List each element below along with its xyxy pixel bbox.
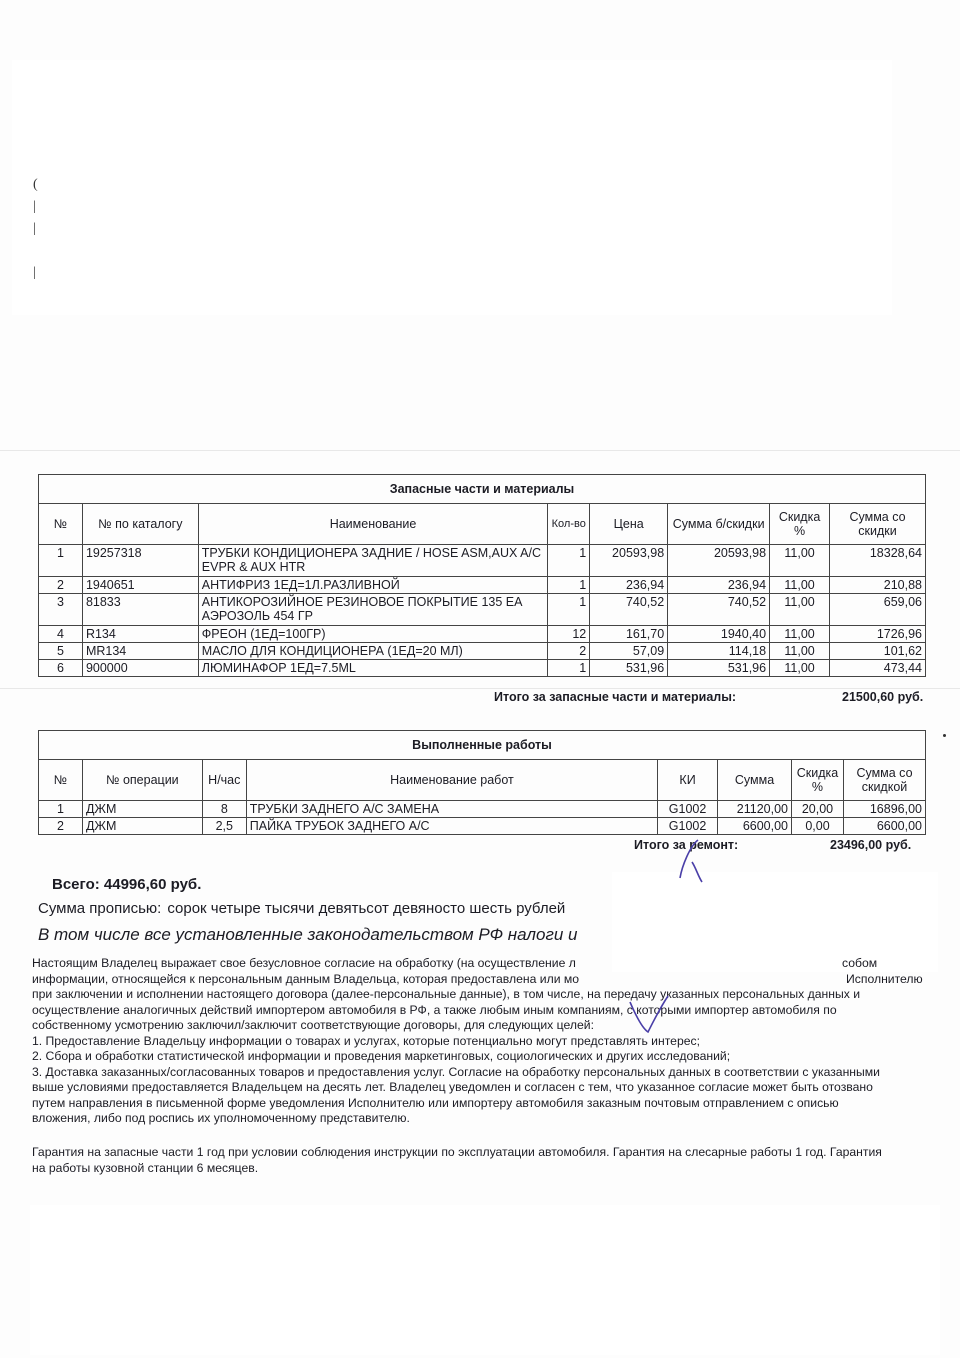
cell-total: 101,62 bbox=[830, 643, 926, 660]
amount-in-words-label: Сумма прописью: bbox=[38, 900, 162, 917]
cell-price: 57,09 bbox=[590, 643, 668, 660]
header-sum: Сумма bbox=[718, 760, 792, 801]
works-table bbox=[38, 730, 926, 835]
header-catalog: № по каталогу bbox=[82, 504, 198, 545]
cell-price: 740,52 bbox=[590, 594, 668, 626]
cell-price: 161,70 bbox=[590, 626, 668, 643]
cell-total: 6600,00 bbox=[843, 818, 925, 835]
cell-work-name: ПАЙКА ТРУБОК ЗАДНЕГО А/С bbox=[246, 818, 657, 835]
cell-discount: 20,00 bbox=[792, 801, 844, 818]
cell-name: ЛЮМИНАФОР 1ЕД=7.5ML bbox=[198, 660, 547, 677]
table-row bbox=[39, 818, 926, 835]
parts-header-row bbox=[39, 504, 926, 545]
cell-qty: 1 bbox=[548, 660, 590, 677]
header-sum: Сумма б/скидки bbox=[668, 504, 770, 545]
cell-work-name: ТРУБКИ ЗАДНЕГО А/С ЗАМЕНА bbox=[246, 801, 657, 818]
cell-num: 6 bbox=[39, 660, 83, 677]
pen-signature-mark bbox=[668, 836, 728, 896]
cell-price: 20593,98 bbox=[590, 545, 668, 577]
cell-sum: 114,18 bbox=[668, 643, 770, 660]
cell-ki: G1002 bbox=[658, 818, 718, 835]
consent-item: путем направления в письменной форме уведомления Исполнителю или импортеру автомобиля заказным почтовым отправлением с описью bbox=[32, 1095, 839, 1110]
header-price: Цена bbox=[590, 504, 668, 545]
fold-line bbox=[0, 450, 960, 451]
margin-marks: ( | | | bbox=[33, 177, 38, 280]
cell-num: 2 bbox=[39, 818, 83, 835]
cell-sum: 20593,98 bbox=[668, 545, 770, 577]
cell-catalog: 81833 bbox=[82, 594, 198, 626]
cell-total: 210,88 bbox=[830, 577, 926, 594]
table-row bbox=[39, 643, 926, 660]
consent-line: Настоящим Владелец выражает свое безусловное согласие на обработку (на осуществление л bbox=[32, 956, 576, 970]
consent-item: выше условиями предоставляется Владельцем на десять лет. Владелец уведомлен и согласен с тем, что указанное согласие может быть отозвано bbox=[32, 1080, 873, 1094]
cell-discount: 11,00 bbox=[770, 594, 830, 626]
cell-name: АНТИКОРОЗИЙНОЕ РЕЗИНОВОЕ ПОКРЫТИЕ 135 ЕА АЭРОЗОЛЬ 454 ГР bbox=[198, 594, 547, 626]
table-row bbox=[39, 801, 926, 818]
cell-total: 659,06 bbox=[830, 594, 926, 626]
consent-item: вложения, либо под роспись их уполномоченному представителю. bbox=[32, 1111, 410, 1125]
consent-line: осуществление аналогичных действий импортером автомобиля в РФ, а также любым иным компаниям, с которыми импортер автомобиля по bbox=[32, 1002, 837, 1017]
cell-discount: 11,00 bbox=[770, 577, 830, 594]
cell-total: 473,44 bbox=[830, 660, 926, 677]
cell-num: 2 bbox=[39, 577, 83, 594]
cell-catalog: 19257318 bbox=[82, 545, 198, 577]
works-total-label: Итого за ремонт: bbox=[634, 838, 739, 852]
guarantee-line: на работы кузовной станции 6 месяцев. bbox=[32, 1160, 259, 1175]
taxes-note: В том числе все установленные законодательством РФ налоги и bbox=[38, 925, 578, 944]
cell-num: 1 bbox=[39, 545, 83, 577]
cell-discount: 11,00 bbox=[770, 643, 830, 660]
cell-name: ФРЕОН (1ЕД=100ГР) bbox=[198, 626, 547, 643]
cell-qty: 1 bbox=[548, 577, 590, 594]
table-row bbox=[39, 660, 926, 677]
cell-num: 1 bbox=[39, 801, 83, 818]
table-row bbox=[39, 577, 926, 594]
header-name: Наименование bbox=[198, 504, 547, 545]
pen-checkmark bbox=[626, 990, 676, 1040]
consent-item: 3. Доставка заказанных/согласованных товаров и предоставления услуг. Согласие на обработку персональных данных в соответствии с указанными bbox=[32, 1064, 880, 1079]
cell-sum: 1940,40 bbox=[668, 626, 770, 643]
consent-text bbox=[32, 956, 937, 1127]
parts-table-title: Запасные части и материалы bbox=[39, 475, 926, 504]
cell-sum: 236,94 bbox=[668, 577, 770, 594]
header-total: Сумма со скидки bbox=[830, 504, 926, 545]
consent-line: при заключении и исполнении настоящего договора (далее-персональные данные), в том числе, на передачу указанных персональных данных и bbox=[32, 987, 861, 1001]
consent-item: 2. Сбора и обработки статистической информации и проведения маркетинговых, социологических и других исследований; bbox=[32, 1049, 731, 1063]
header-total: Сумма со скидкой bbox=[843, 760, 925, 801]
cell-price: 531,96 bbox=[590, 660, 668, 677]
guarantee-text bbox=[32, 1145, 937, 1176]
cell-total: 18328,64 bbox=[830, 545, 926, 577]
header-discount: Скидка % bbox=[770, 504, 830, 545]
stray-mark bbox=[943, 734, 946, 737]
consent-line: информации, относящейся к персональным данным Владельца, которая предоставлена или мо bbox=[32, 971, 580, 986]
header-operation: № операции bbox=[82, 760, 202, 801]
header-hours: Н/час bbox=[202, 760, 246, 801]
header-num: № bbox=[39, 760, 83, 801]
cell-hours: 8 bbox=[202, 801, 246, 818]
cell-discount: 0,00 bbox=[792, 818, 844, 835]
cell-sum: 21120,00 bbox=[718, 801, 792, 818]
table-row bbox=[39, 545, 926, 577]
fold-line bbox=[0, 688, 960, 689]
cell-name: МАСЛО ДЛЯ КОНДИЦИОНЕРА (1ЕД=20 МЛ) bbox=[198, 643, 547, 660]
grand-total: Всего: 44996,60 руб. bbox=[52, 876, 202, 893]
redacted-header-block bbox=[12, 60, 892, 315]
cell-catalog: R134 bbox=[82, 626, 198, 643]
cell-discount: 11,00 bbox=[770, 626, 830, 643]
cell-qty: 1 bbox=[548, 594, 590, 626]
table-row bbox=[39, 594, 926, 626]
consent-fragment: Исполнителю bbox=[846, 972, 923, 986]
cell-qty: 2 bbox=[548, 643, 590, 660]
works-table-title: Выполненные работы bbox=[39, 731, 926, 760]
cell-qty: 12 bbox=[548, 626, 590, 643]
parts-total-label: Итого за запасные части и материалы: bbox=[494, 690, 737, 704]
cell-discount: 11,00 bbox=[770, 545, 830, 577]
header-ki: КИ bbox=[658, 760, 718, 801]
amount-in-words-text: сорок четыре тысячи девятьсот девяносто шесть рублей bbox=[167, 900, 566, 917]
header-discount: Скидка % bbox=[792, 760, 844, 801]
cell-ki: G1002 bbox=[658, 801, 718, 818]
table-row bbox=[39, 626, 926, 643]
cell-qty: 1 bbox=[548, 545, 590, 577]
cell-hours: 2,5 bbox=[202, 818, 246, 835]
consent-line: собственному усмотрению заключил/заключит соответствующие договоры, для следующих целей: bbox=[32, 1018, 594, 1032]
parts-table bbox=[38, 474, 926, 677]
cell-total: 16896,00 bbox=[843, 801, 925, 818]
redacted-footer-block bbox=[30, 1205, 940, 1355]
works-total-value: 23496,00 руб. bbox=[830, 838, 912, 852]
works-header-row bbox=[39, 760, 926, 801]
header-num: № bbox=[39, 504, 83, 545]
cell-num: 5 bbox=[39, 643, 83, 660]
cell-sum: 740,52 bbox=[668, 594, 770, 626]
header-qty: Кол-во bbox=[548, 504, 590, 545]
cell-operation: ДЖМ bbox=[82, 818, 202, 835]
cell-name: АНТИФРИЗ 1ЕД=1Л.РАЗЛИВНОЙ bbox=[198, 577, 547, 594]
cell-operation: ДЖМ bbox=[82, 801, 202, 818]
cell-total: 1726,96 bbox=[830, 626, 926, 643]
cell-sum: 531,96 bbox=[668, 660, 770, 677]
cell-num: 3 bbox=[39, 594, 83, 626]
cell-catalog: 1940651 bbox=[82, 577, 198, 594]
cell-discount: 11,00 bbox=[770, 660, 830, 677]
cell-name: ТРУБКИ КОНДИЦИОНЕРА ЗАДНИЕ / HOSE ASM,AUX A/C EVPR & AUX HTR bbox=[198, 545, 547, 577]
header-work-name: Наименование работ bbox=[246, 760, 657, 801]
cell-catalog: 900000 bbox=[82, 660, 198, 677]
consent-item: 1. Предоставление Владельцу информации о товарах и услугах, которые потенциально могут представлять интерес; bbox=[32, 1033, 700, 1048]
cell-sum: 6600,00 bbox=[718, 818, 792, 835]
cell-num: 4 bbox=[39, 626, 83, 643]
parts-total-value: 21500,60 руб. bbox=[842, 690, 924, 704]
cell-catalog: MR134 bbox=[82, 643, 198, 660]
amount-in-words bbox=[38, 900, 565, 917]
guarantee-line: Гарантия на запасные части 1 год при условии соблюдения инструкции по эксплуатации автомобиля. Гарантия на слесарные работы 1 год. Гарантия bbox=[32, 1145, 882, 1159]
cell-price: 236,94 bbox=[590, 577, 668, 594]
consent-fragment: собом bbox=[842, 956, 878, 970]
